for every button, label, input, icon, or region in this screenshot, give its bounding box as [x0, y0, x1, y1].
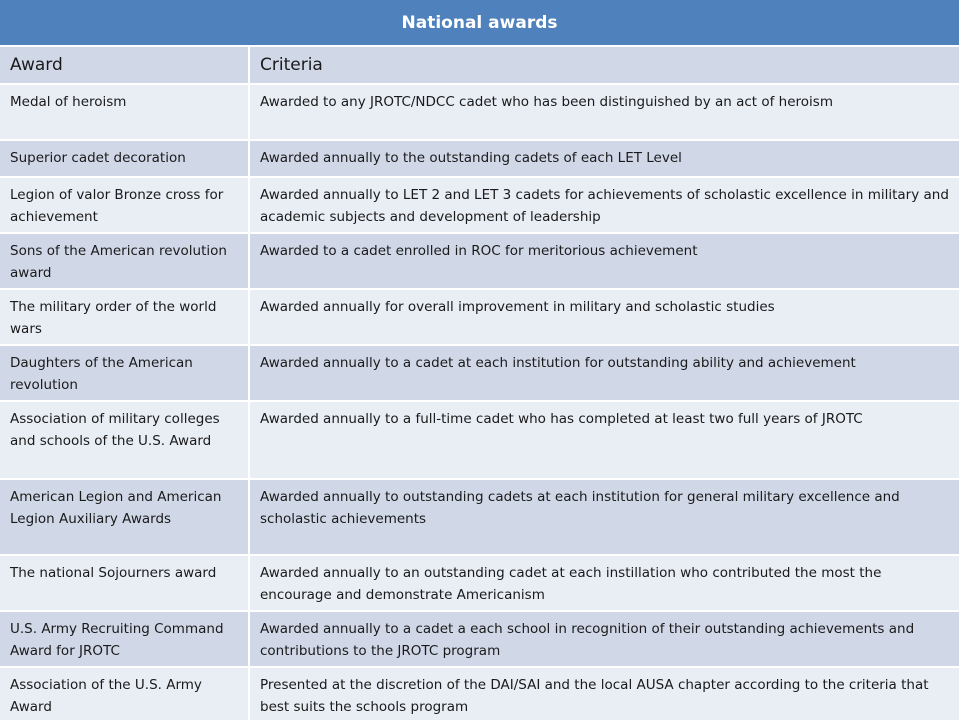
table-title: National awards — [0, 0, 960, 46]
table-row — [0, 667, 960, 720]
criteria-cell: Presented at the discretion of the DAI/SAI and the local AUSA chapter according to the criteria that best suits the schools program — [249, 667, 960, 720]
table-row — [0, 289, 960, 345]
criteria-cell: Awarded annually to an outstanding cadet at each instillation who contributed the most the encourage and demonstrate Americanism — [249, 555, 960, 611]
criteria-cell: Awarded to any JROTC/NDCC cadet who has been distinguished by an act of heroism — [249, 84, 960, 140]
column-header-award: Award — [0, 46, 249, 84]
table-row — [0, 84, 960, 140]
table-row — [0, 401, 960, 479]
table-row — [0, 611, 960, 667]
table-title-row — [0, 0, 960, 46]
criteria-cell: Awarded annually to the outstanding cadets of each LET Level — [249, 140, 960, 177]
award-cell: Daughters of the American revolution — [0, 345, 249, 401]
criteria-cell: Awarded annually to a cadet a each school in recognition of their outstanding achievements and contributions to the JROTC program — [249, 611, 960, 667]
award-cell: Superior cadet decoration — [0, 140, 249, 177]
table-row — [0, 479, 960, 555]
table-row — [0, 140, 960, 177]
table-header-row — [0, 46, 960, 84]
award-cell: Legion of valor Bronze cross for achievement — [0, 177, 249, 233]
criteria-cell: Awarded to a cadet enrolled in ROC for meritorious achievement — [249, 233, 960, 289]
award-cell: U.S. Army Recruiting Command Award for JROTC — [0, 611, 249, 667]
table-row — [0, 345, 960, 401]
award-cell: Medal of heroism — [0, 84, 249, 140]
table-row — [0, 177, 960, 233]
award-cell: Sons of the American revolution award — [0, 233, 249, 289]
award-cell: Association of military colleges and schools of the U.S. Award — [0, 401, 249, 479]
criteria-cell: Awarded annually for overall improvement in military and scholastic studies — [249, 289, 960, 345]
criteria-cell: Awarded annually to a full-time cadet who has completed at least two full years of JROTC — [249, 401, 960, 479]
criteria-cell: Awarded annually to a cadet at each institution for outstanding ability and achievement — [249, 345, 960, 401]
criteria-cell: Awarded annually to LET 2 and LET 3 cadets for achievements of scholastic excellence in military and academic subjects and development of leadership — [249, 177, 960, 233]
table-row — [0, 233, 960, 289]
award-cell: Association of the U.S. Army Award — [0, 667, 249, 720]
award-cell: The national Sojourners award — [0, 555, 249, 611]
table-row — [0, 555, 960, 611]
award-cell: American Legion and American Legion Auxiliary Awards — [0, 479, 249, 555]
award-cell: The military order of the world wars — [0, 289, 249, 345]
column-header-criteria: Criteria — [249, 46, 960, 84]
criteria-cell: Awarded annually to outstanding cadets at each institution for general military excellence and scholastic achievements — [249, 479, 960, 555]
